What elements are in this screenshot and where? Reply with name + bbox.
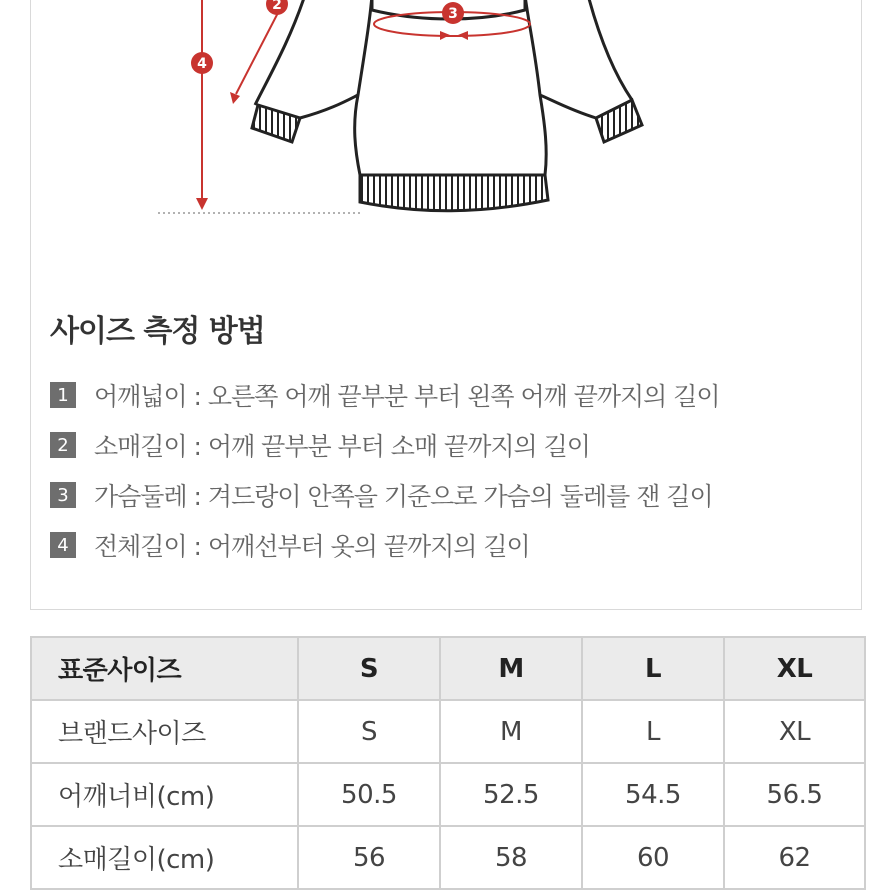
table-cell: 56 [298,826,440,889]
sleeve-cuff-lines [300,95,596,118]
table-cell: 52.5 [440,763,582,826]
guide-title: 사이즈 측정 방법 [50,314,265,349]
table-cell: 56.5 [724,763,865,826]
table-cell: 54.5 [582,763,724,826]
table-header-cell: S [298,637,440,700]
number-badge: 4 [50,532,76,558]
method-text: 전체길이 : 어깨선부터 옷의 끝까지의 길이 [94,532,530,561]
table-cell: M [440,700,582,763]
row-label: 표준사이즈 [31,637,298,700]
table-cell: 62 [724,826,865,889]
row-label: 어깨너비(cm) [31,763,298,826]
svg-text:2: 2 [272,0,282,13]
row-label: 브랜드사이즈 [31,700,298,763]
sweater-measurement-diagram [0,0,892,230]
svg-text:4: 4 [197,56,207,72]
table-header-cell: M [440,637,582,700]
table-header-row [31,637,865,700]
method-item [50,520,720,570]
number-badge: 1 [50,382,76,408]
method-item [50,370,720,420]
marker-4-icon [191,52,213,74]
number-badge: 3 [50,482,76,508]
measurement-method-list [50,370,720,570]
method-item [50,470,720,520]
table-header-cell: L [582,637,724,700]
sleeve-length-arrow [236,5,282,94]
table-cell: L [582,700,724,763]
method-text: 가슴둘레 : 겨드랑이 안쪽을 기준으로 가슴의 둘레를 잰 길이 [94,482,713,511]
row-label: 소매길이(cm) [31,826,298,889]
table-header-cell: XL [724,637,865,700]
table-cell: 58 [440,826,582,889]
table-cell: S [298,700,440,763]
method-item [50,420,720,470]
method-text: 소매길이 : 어깨 끝부분 부터 소매 끝까지의 길이 [94,432,590,461]
table-row [31,826,865,889]
table-cell: 50.5 [298,763,440,826]
table-cell: 60 [582,826,724,889]
marker-2-icon [266,0,288,15]
table-row [31,700,865,763]
method-text: 어깨넓이 : 오른쪽 어깨 끝부분 부터 왼쪽 어깨 끝까지의 길이 [94,382,720,411]
size-table [30,636,866,890]
marker-3-icon [442,2,464,24]
table-row [31,763,865,826]
rib-bands [252,100,642,211]
sweater-outline [255,0,632,175]
number-badge: 2 [50,432,76,458]
table-cell: XL [724,700,865,763]
svg-text:3: 3 [448,6,458,22]
